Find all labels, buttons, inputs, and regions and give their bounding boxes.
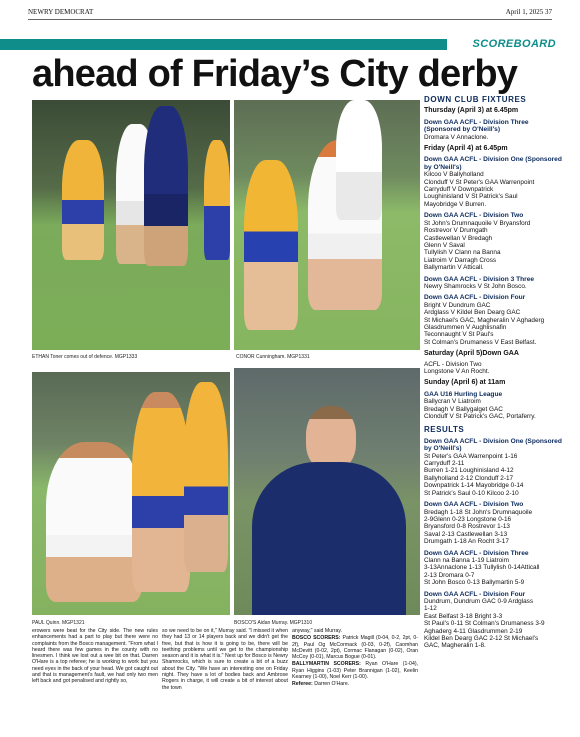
fixture-line: Tullylish V Clann na Banna <box>424 249 501 257</box>
fixture-line: Bredagh V Ballygalget GAC <box>424 405 503 413</box>
fixture-line: Ballycran V Liatroim <box>424 398 481 406</box>
player-figure <box>204 140 230 260</box>
fixture-day: Sunday (April 6) at 11am <box>424 379 506 387</box>
result-line: Saval 2-13 Castlewellan 3-13 <box>424 530 508 538</box>
article-column-1 <box>32 628 158 686</box>
fixture-line: Castlewellan V Bredagh <box>424 234 493 242</box>
result-line: East Belfast 3-18 Bright 3-3 <box>424 612 503 620</box>
result-competition: Down GAA ACFL - Division Three <box>424 549 529 557</box>
article-text: anyway," said Murray. <box>292 628 343 634</box>
photo-caption: ETHAN Toner comes out of defence. MGP1333 <box>32 354 138 360</box>
result-line: Drumgath 1-18 An Rocht 3-17 <box>424 538 509 546</box>
result-line: Clann na Banna 1-19 Liatroim <box>424 556 509 564</box>
photo-caption: PAUL Quinn. MGP1321 <box>32 620 85 626</box>
result-line: 2-9Glenn 0-23 Longstone 0-16 <box>424 515 512 523</box>
player-figure <box>46 442 142 602</box>
result-line: 2-13 Dromara 0-7 <box>424 571 475 579</box>
player-figure <box>132 392 190 592</box>
result-line: St Peter's GAA Warrenpoint 1-16 <box>424 452 518 460</box>
result-line: St John Bosco 0-13 Ballymartin 5-9 <box>424 579 525 587</box>
scorers-text: Patrick Magill (0-04, 0-2, 2pt, 0-2f), Paul Og McCormack (0-03, 0-2f), Caomhan McDevitt (0-02, 2pt), Cormac Flanagan (0-02), Oran McCoy (0-01), Marcus Bogue (0-01). <box>292 635 418 661</box>
section-color-bar <box>0 39 447 50</box>
photo-caption: CONOR Cunningham. MGP1331 <box>236 354 310 360</box>
fixture-line: Rostrevor V Drumgath <box>424 227 488 235</box>
fixture-day: Thursday (April 3) at 6.45pm <box>424 107 519 115</box>
scorers-label: BALLYMARTIN SCORERS: <box>292 661 361 668</box>
fixture-competition: Down GAA ACFL - Division Four <box>424 294 526 302</box>
fixture-line: Liatroim V Darragh Cross <box>424 256 497 264</box>
fixture-line: Carryduff V Downpatrick <box>424 186 494 194</box>
result-competition: Down GAA ACFL - Division Two <box>424 501 524 509</box>
fixture-line: Glasdrummen V Aughlisnafin <box>424 323 507 331</box>
fixture-competition: Down GAA ACFL - Division Three (Sponsored by O'Neill's) <box>424 118 529 134</box>
scorers-label: BOSCO SCORERS: <box>292 635 341 642</box>
fixture-competition: Down GAA ACFL - Division Two <box>424 212 524 220</box>
result-line: St Paul's 0-11 St Colman's Drumaness 3-9 <box>424 620 545 628</box>
result-line: Burren 1-21 Loughinisland 4-12 <box>424 467 514 475</box>
masthead-date-page: April 1, 2025 37 <box>505 8 552 16</box>
scorers-paragraph <box>292 635 418 660</box>
result-line: GAC, Magheralin 1-8. <box>424 642 486 650</box>
result-competition: Down GAA ACFL - Division Four <box>424 590 526 598</box>
fixture-line: Clonduff V St Peter's GAA Warrenpoint <box>424 178 535 186</box>
fixture-day: Friday (April 4) at 6.45pm <box>424 145 508 153</box>
article-column-2 <box>162 628 288 692</box>
result-line: St Patrick's Saul 0-10 Kilcoo 2-10 <box>424 489 519 497</box>
result-line: Aghaderg 4-11 Glasdrummen 2-19 <box>424 627 523 635</box>
fixture-line: Newry Shamrocks V St John Bosco. <box>424 282 527 290</box>
photo-aidan-murray <box>234 368 420 615</box>
article-column-3 <box>292 628 418 689</box>
fixture-line: Teconnaught V St Paul's <box>424 331 494 339</box>
result-line: Bredagh 1-18 St John's Drumnaquoile <box>424 508 533 516</box>
article-text: so we need to be on it," Murray said. "I missed it when they had 13 or 14 players back and we didn't get the free, but that is how it is going to be, there will be teething problems until we get to the championship season and it is what it is." Next up for Bosco is Newry Shamrocks, which is sure to create a bit of a buzz about the City. "We have an interesting one on Friday night. They have a lot of bodies back and Ambrose Rogers in charge, it will create a bit of interest about the town <box>162 628 288 691</box>
result-line: Ballyholland 2-12 Clonduff 2-17 <box>424 474 514 482</box>
result-line: Carryduff 2-11 <box>424 460 465 468</box>
fixtures-results-column <box>424 96 564 650</box>
photo-caption: BOSCO'S Aidan Murray. MGP1310 <box>234 620 313 626</box>
fixture-line: St Michael's GAC, Magheralin V Aghaderg <box>424 316 545 324</box>
player-figure <box>62 140 104 260</box>
result-line: Bryansford 0-8 Rostrevor 1-13 <box>424 523 510 531</box>
result-line: 1-12 <box>424 605 437 613</box>
article-text: erowers were beat for the City side. The new rules enhancements had a part to play but there were no complaints from the Bosco management. "From what I heard there was few games in the county with no linesmen. I think we lost out a wee bit on that. Darren O'Hare is a top referee; he is working to work but you need eyes in the back of your head. We got caught out and that is management's fault, we had only two men left back and got penalised and rightly so, <box>32 628 158 685</box>
photo-paul-quinn <box>32 372 230 615</box>
scorers-paragraph <box>292 661 418 680</box>
section-tag: SCOREBOARD <box>472 38 556 50</box>
fixture-day: Saturday (April 5)Down GAA <box>424 350 519 358</box>
fixture-line: St John's Drumnaquoile V Bryansford <box>424 219 531 227</box>
player-figure <box>184 382 228 572</box>
fixtures-title: DOWN CLUB FIXTURES <box>424 95 527 104</box>
fixture-line: Ballymartin V Atticall. <box>424 264 484 272</box>
fixture-line: Glenn V Saval <box>424 241 465 249</box>
fixture-competition: Down GAA ACFL - Division One (Sponsored by O'Neill's) <box>424 156 562 171</box>
fixture-line: St Colman's Drumaness V East Belfast. <box>424 338 537 346</box>
fixture-line: Clonduff V St Patrick's GAC, Portaferry. <box>424 413 536 421</box>
fixture-line: Mayobridge V Burren. <box>424 200 487 208</box>
fixture-line: Longstone V An Rocht. <box>424 368 490 375</box>
referee-text: Darren O'Hare. <box>314 681 350 688</box>
fixture-line: Ardglass V Kildel Ben Dearg GAC <box>424 309 521 317</box>
masthead-paper-name: NEWRY DEMOCRAT <box>28 8 94 16</box>
manager-jacket <box>252 462 406 615</box>
player-figure <box>144 106 188 266</box>
result-line: Kildel Ben Dearg GAC 2-12 St Michael's <box>424 635 539 642</box>
fixture-line: Dromara V Annaclone. <box>424 133 489 141</box>
fixture-line: ACFL - Division Two <box>424 360 482 368</box>
results-title: RESULTS <box>424 425 465 435</box>
fixture-line: Kilcoo V Ballyholland <box>424 171 484 179</box>
page-headline: ahead of Friday’s City derby <box>32 53 518 95</box>
fixture-competition: Down GAA ACFL - Division 3 Three <box>424 275 535 283</box>
referee-paragraph <box>292 681 418 687</box>
fixture-line: Loughinisland V St Patrick's Saul <box>424 193 518 201</box>
player-figure <box>336 100 382 220</box>
result-line: 3-13Annaclone 1-13 Tullylish 0-14Atticall <box>424 564 540 572</box>
result-competition: Down GAA ACFL - Division One (Sponsored by O'Neill's) <box>424 437 562 453</box>
photo-conor-cunningham <box>234 100 420 350</box>
result-line: Dundrum, Dundrum GAC 0-9 Ardglass <box>424 597 534 605</box>
result-line: Downpatrick 1-14 Mayobridge 0-14 <box>424 482 524 490</box>
player-figure <box>244 160 298 330</box>
masthead <box>28 8 552 20</box>
manager-head <box>306 406 356 470</box>
fixture-competition: GAA U16 Hurling League <box>424 390 503 398</box>
fixture-line: Bright V Dundrum GAC <box>424 301 491 309</box>
photo-ethan-toner <box>32 100 230 350</box>
referee-label: Referee: <box>292 681 313 688</box>
scorers-text: Ryan O'Hare (1-04), Ryan Higgins (1-03) Peter Brannigan (1-02), Keelin Kearney (1-00), Noel Kerr (1-00). <box>292 661 418 681</box>
